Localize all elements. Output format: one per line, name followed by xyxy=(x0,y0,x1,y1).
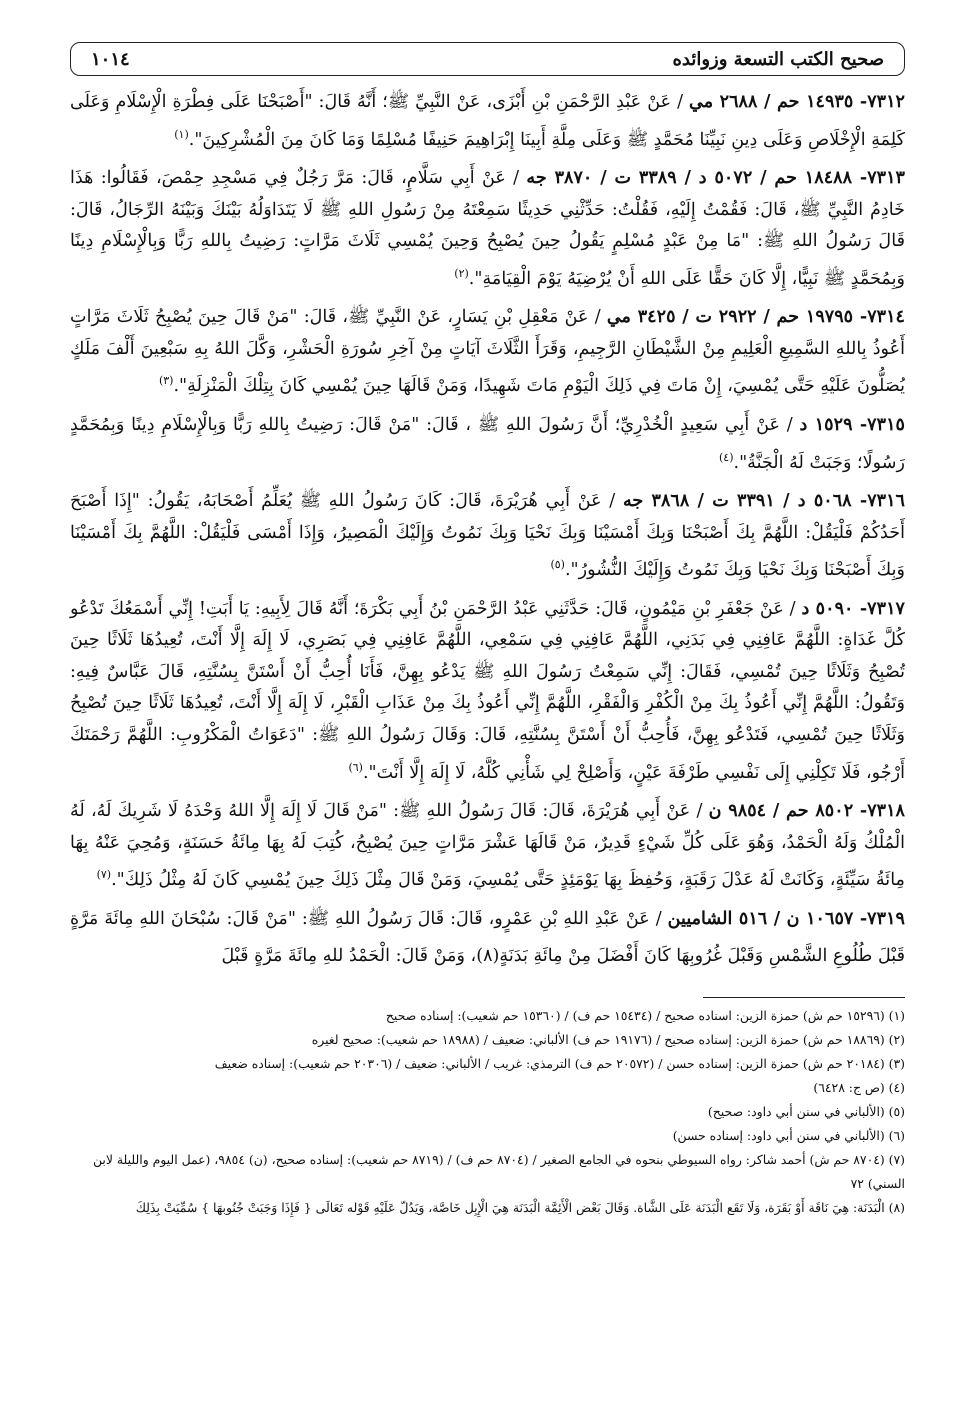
hadith-7317 xyxy=(70,593,905,789)
hadith-text: / عَنْ جَعْفَرِ بْنِ مَيْمُونٍ، قَالَ: حَدَّثَنِي عَبْدُ الرَّحْمَنِ بْنُ أَبِي بَكْرَةَ؛ أَنَّهُ قَالَ لِأَبِيهِ: يَا أَبَتِ! إِنِّي أَسْمَعُكَ تَدْعُو كُلَّ غَدَاةٍ: اللَّهُمَّ عَافِنِي فِي بَدَنِي، اللَّهُمَّ عَافِنِي فِي سَمْعِي، اللَّهُمَّ عَافِنِي فِي بَصَرِي، لَا إِلَهَ إِلَّا أَنْتَ، تُعِيدُهَا ثَلَاثًا حِينَ تُصْبِحُ وَثَلَاثًا حِينَ تُمْسِي، فَقَالَ: إِنِّي سَمِعْتُ رَسُولَ اللهِ ﷺ يَدْعُو بِهِنَّ، فَأَنَا أُحِبُّ أَنْ أَسْتَنَّ بِسُنَّتِهِ، قَالَ عَبَّاسٌ فِيهِ: وَتَقُولُ: اللَّهُمَّ إِنِّي أَعُوذُ بِكَ مِنْ الْكُفْرِ وَالْفَقْرِ، اللَّهُمَّ إِنِّي أَعُوذُ بِكَ مِنْ عَذَابِ الْقَبْرِ، لَا إِلَهَ إِلَّا أَنْتَ، تُعِيدُهَا ثَلَاثًا حِينَ تُصْبِحُ وَثَلَاثًا حِينَ تُمْسِي، فَتَدْعُو بِهِنَّ، فَأُحِبُّ أَنْ أَسْتَنَّ بِسُنَّتِهِ، قَالَ: وَقَالَ رَسُولُ اللهِ ﷺ: "دَعَوَاتُ الْمَكْرُوبِ: اللَّهُمَّ رَحْمَتَكَ أَرْجُو، فَلَا تَكِلْنِي إِلَى نَفْسِي طَرْفَةَ عَيْنٍ، وَأَصْلِحْ لِي شَأْنِي كُلَّهُ، لَا إِلَهَ إِلَّا أَنْتَ". xyxy=(70,598,905,783)
footnote-ref: (٧) xyxy=(96,868,112,882)
hadith-7316 xyxy=(70,485,905,587)
footnote-8: (٨) الْبَدَنَة: هِيَ نَاقَة أَوْ بَقَرَة، وَلَا تَقَع الْبَدَنَة عَلَى الشَّاة. وَقَالَ بَعْض الْأَئِمَّة الْبَدَنَة هِيَ الْإِبِل خَاصَّة، وَيَدُلّ عَلَيْهِ قَوْله تَعَالَى { فَإِذَا وَجَبَتْ جُنُوبهَا } سُمِّيَتْ بِذَلِكَ xyxy=(135,1199,905,1215)
footnote-ref: (٤) xyxy=(718,450,734,464)
hadith-refs: ٧٣١٥- ١٥٢٩ د xyxy=(799,413,905,435)
hadith-text: / عَنْ أَبِي هُرَيْرَةَ، قَالَ: كَانَ رَسُولُ اللهِ ﷺ يُعَلِّمُ أَصْحَابَهُ، يَقُولُ: "إِذَا أَصْبَحَ أَحَدُكُمْ فَلْيَقُلْ: اللَّهُمَّ بِكَ أَصْبَحْنَا وَبِكَ أَمْسَيْنَا وَبِكَ نَحْيَا وَبِكَ نَمُوتُ وَإِلَيْكَ الْمَصِيرُ، وَإِذَا أَمْسَى فَلْيَقُلْ: اللَّهُمَّ بِكَ أَمْسَيْنَا وَبِكَ أَصْبَحْنَا وَبِكَ نَحْيَا وَبِكَ نَمُوتُ وَإِلَيْكَ النُّشُورُ". xyxy=(70,490,905,581)
hadith-refs: ٧٣١٦- ٥٠٦٨ د / ٣٣٩١ ت / ٣٨٦٨ جه xyxy=(622,489,905,511)
footnote-7: (٧) (٨٧٠٤ حم ش) أحمد شاكر: رواه السيوطي بنحوه في الجامع الصغير / (٨٧٠٤ حم ف) / (٨٧١٩ حم شعيب): إسناده صحيح، (ن) ٩٨٥٤، (عمل اليوم والليلة لابن السني) ٧٢ xyxy=(93,1151,905,1191)
hadith-7315 xyxy=(70,409,905,479)
running-header xyxy=(70,42,905,76)
hadith-7318 xyxy=(70,795,905,897)
hadith-7312 xyxy=(70,86,905,156)
footnote-ref: (٣) xyxy=(158,374,174,388)
hadith-text: / عَنْ مَعْقِلِ بْنِ يَسَارٍ، عَنْ النَّبِيِّ ﷺ، قَالَ: "مَنْ قَالَ حِينَ يُصْبِحُ ثَلَاثَ مَرَّاتٍ أَعُوذُ بِاللهِ السَّمِيعِ الْعَلِيمِ مِنْ الشَّيْطَانِ الرَّجِيمِ، وَقَرَأَ الثَّلَاثَ آيَاتٍ مِنْ آخِرِ سُورَةِ الْحَشْرِ، وَكَّلَ اللهُ بِهِ سَبْعِينَ أَلْفَ مَلَكٍ يُصَلُّونَ عَلَيْهِ حَتَّى يُمْسِيَ، إِنْ مَاتَ فِي ذَلِكَ الْيَوْمِ مَاتَ شَهِيدًا، وَمَنْ قَالَهَا حِينَ يُمْسِي كَانَ بِتِلْكَ الْمَنْزِلَةِ". xyxy=(70,307,905,397)
footnote-ref: (٥) xyxy=(550,558,565,572)
hadith-text: / عَنْ أَبِي سَلَّامٍ، قَالَ: مَرَّ رَجُلٌ فِي مَسْجِدِ حِمْصَ، فَقَالُوا: هَذَا خَادِمُ النَّبِيِّ ﷺ، قَالَ: فَقُمْتُ إِلَيْهِ، فَقُلْتُ: حَدِّثْنِي حَدِيثًا سَمِعْتَهُ مِنْ رَسُولِ اللهِ ﷺ لَا يَتَدَاوَلُهُ بَيْنَكَ وَبَيْنَهُ الرِّجَالُ، قَالَ: قَالَ رَسُولُ اللهِ ﷺ: "مَا مِنْ عَبْدٍ مُسْلِمٍ يَقُولُ حِينَ يُصْبِحُ وَحِينَ يُمْسِي ثَلَاثَ مَرَّاتٍ: رَضِيتُ بِاللهِ رَبًّا وَبِالْإِسْلَامِ دِينًا وَبِمُحَمَّدٍ ﷺ نَبِيًّا، إِلَّا كَانَ حَقًّا عَلَى اللهِ أَنْ يُرْضِيَهُ يَوْمَ الْقِيَامَةِ". xyxy=(70,168,905,289)
footnote-ref: (٢) xyxy=(454,266,469,280)
footnote-ref: (٦) xyxy=(348,760,363,774)
hadith-7319 xyxy=(70,903,905,973)
hadith-text: / عَنْ أَبِي هُرَيْرَةَ، قَالَ: قَالَ رَسُولُ اللهِ ﷺ: "مَنْ قَالَ لَا إِلَهَ إِلَّا اللهُ وَحْدَهُ لَا شَرِيكَ لَهُ، لَهُ الْمُلْكُ وَلَهُ الْحَمْدُ، وَهُوَ عَلَى كُلِّ شَيْءٍ قَدِيرٌ، مَنْ قَالَهَا عَشْرَ مَرَّاتٍ حِينَ يُصْبِحُ، كُتِبَ لَهُ بِهَا مِائَةُ حَسَنَةٍ، وَمُحِيَ عَنْهُ بِهَا مِائَةُ سَيِّئَةٍ، وَكَانَتْ لَهُ عَدْلَ رَقَبَةٍ، وَحُفِظَ بِهَا يَوْمَئِذٍ حَتَّى يُمْسِيَ، وَمَنْ قَالَ مِثْلَ ذَلِكَ حِينَ يُمْسِي كَانَ لَهُ مِثْلُ ذَلِكَ". xyxy=(70,801,905,891)
footnote-6: (٦) (الألباني في سنن أبي داود: إسناده حسن) xyxy=(672,1127,905,1143)
footnote-1: (١) (١٥٢٩٦ حم ش) حمزة الزين: اسناده صحيح / (١٥٤٣٤ حم ف) / (١٥٣٦٠ حم شعيب): إسناده صحيح xyxy=(385,1007,905,1023)
footnote-4: (٤) (ص ج: ٦٤٢٨) xyxy=(813,1079,905,1095)
hadith-text: / عَنْ أَبِي سَعِيدٍ الْخُدْرِيِّ؛ أَنَّ رَسُولَ اللهِ ﷺ ، قَالَ: "مَنْ قَالَ: رَضِيتُ بِاللهِ رَبًّا وَبِالْإِسْلَامِ دِينًا وَبِمُحَمَّدٍ رَسُولًا؛ وَجَبَتْ لَهُ الْجَنَّةُ". xyxy=(70,414,905,473)
hadith-refs: ٧٣١٢- ١٤٩٣٥ حم / ٢٦٨٨ مي xyxy=(689,91,905,112)
hadith-refs: ٧٣١٣- ١٨٤٨٨ حم / ٥٠٧٢ د / ٣٣٨٩ ت / ٣٨٧٠ جه xyxy=(526,167,905,189)
footnote-divider xyxy=(703,997,905,998)
hadith-refs: ٧٣١٤- ١٩٧٩٥ حم / ٢٩٢٢ ت / ٣٤٢٥ مي xyxy=(606,306,905,328)
footnote-5: (٥) (الألباني في سنن أبي داود: صحيح) xyxy=(707,1103,905,1119)
footnotes xyxy=(70,1004,905,1220)
hadith-7313 xyxy=(70,162,905,295)
page xyxy=(70,42,905,1220)
hadith-7314 xyxy=(70,301,905,403)
book-title: صحيح الكتب التسعة وزوائده xyxy=(672,48,884,70)
hadith-refs: ٧٣١٨- ٨٥٠٢ حم / ٩٨٥٤ ن xyxy=(708,800,906,822)
page-number: ١٠١٤ xyxy=(91,48,130,70)
hadith-text: / عَنْ عَبْدِ الرَّحْمَنِ بْنِ أَبْزَى، عَنْ النَّبِيِّ ﷺ؛ أَنَّهُ قَالَ: "أَصْبَحْنَا عَلَى فِطْرَةِ الْإِسْلَامِ وَعَلَى كَلِمَةِ الْإِخْلَاصِ وَعَلَى دِينِ نَبِيِّنَا مُحَمَّدٍ ﷺ وَعَلَى مِلَّةِ أَبِينَا إِبْرَاهِيمَ حَنِيفًا مُسْلِمًا وَمَا كَانَ مِنَ الْمُشْرِكِينَ". xyxy=(70,92,905,150)
footnote-ref: (١) xyxy=(174,127,189,141)
hadith-list xyxy=(70,86,905,973)
hadith-refs: ٧٣١٩- ١٠٦٥٧ ن / ٥١٦ الشاميين xyxy=(667,907,905,929)
hadith-text: / عَنْ عَبْدِ اللهِ بْنِ عَمْرٍو، قَالَ: قَالَ رَسُولُ اللهِ ﷺ: "مَنْ قَالَ: سُبْحَانَ اللهِ مِائَةَ مَرَّةٍ قَبْلَ طُلُوعِ الشَّمْسِ وَقَبْلَ غُرُوبِهَا كَانَ أَفْضَلَ مِنْ مِائَةِ بَدَنَةٍ(٨)، وَمَنْ قَالَ: الْحَمْدُ للهِ مِائَةَ مَرَّةٍ قَبْلَ xyxy=(70,908,905,967)
hadith-refs: ٧٣١٧- ٥٠٩٠ د xyxy=(801,597,905,619)
footnote-2: (٢) (١٨٨٦٩ حم ش) حمزة الزين: إسناده صحيح / (١٩١٧٦ حم ف) الألباني: ضعيف / (١٨٩٨٨ حم شعيب): صحيح لغيره xyxy=(311,1031,905,1047)
footnote-3: (٣) (٢٠١٨٤ حم ش) حمزة الزين: إسناده حسن / (٢٠٥٧٢ حم ف) الترمذي: غريب / الألباني: ضعيف / (٢٠٣٠٦ حم شعيب): إسناده ضعيف xyxy=(214,1055,905,1071)
